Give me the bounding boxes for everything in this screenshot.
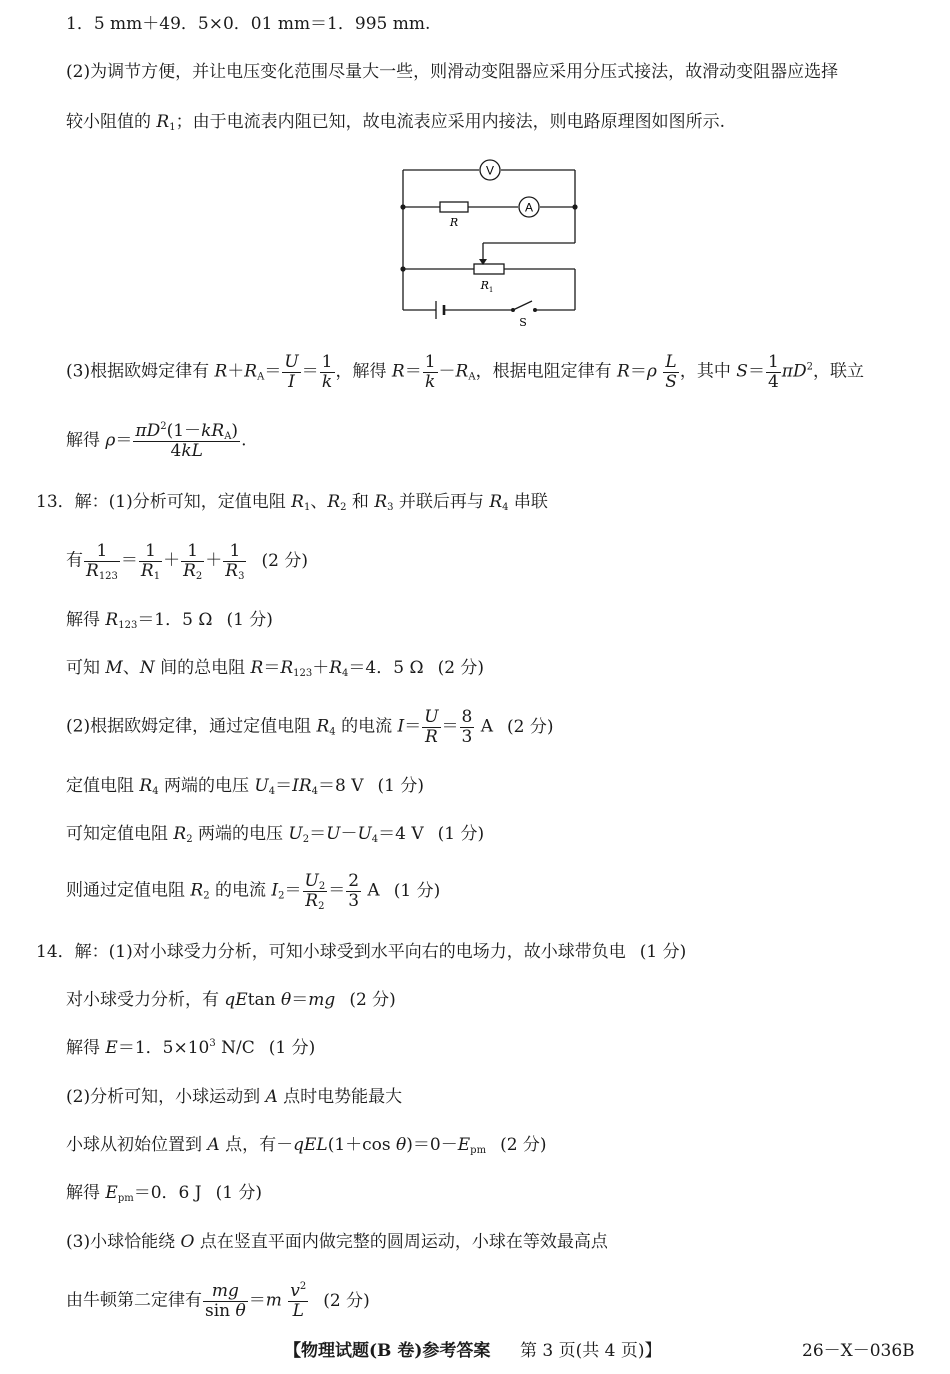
text-line: 对小球受力分析，有 qEtan θ＝mg (2 分) [66, 990, 396, 1010]
text-line: 则通过定值电阻 $R_2$ 的电流 $I_2=$ $\frac{U_2}{R_2}$ ＝ $\frac{2}{3}$ A (1 分) [66, 871, 441, 912]
ammeter-icon [519, 197, 539, 217]
text-line: 1．5 mm＋49．5×0．01 mm＝1．995 mm. [66, 14, 431, 34]
text-line: 解得 ρ＝ $\frac{\pi D^2(1-kR_A)}{4kL}$ . [66, 421, 247, 461]
text-line: (2)为调节方便，并让电压变化范围尽量大一些，则滑动变阻器应采用分压式接法，故滑动变阻器应选择 [66, 62, 839, 82]
text-line: (2)根据欧姆定律，通过定值电阻 $R_4$ 的电流 I＝ $\frac{U}{R}$ ＝ $\frac{8}{3}$ A (2 分) [66, 707, 554, 747]
voltmeter-icon [480, 160, 500, 180]
svg-text:V: V [485, 163, 495, 178]
text-line: 定值电阻 $R_4$ 两端的电压 $U_4=IR_4=8$ V (1 分) [66, 776, 424, 797]
resistor-label: R [449, 216, 459, 229]
text-line: 解得 $R_{123}=1$．5 Ω (1 分) [66, 610, 273, 631]
circuit-diagram [395, 155, 585, 335]
text-line: 解得 $E_{pm}=0$．6 J (1 分) [66, 1183, 263, 1204]
svg-text:A: A [524, 200, 534, 215]
text-line: (3)小球恰能绕 O 点在竖直平面内做完整的圆周运动，小球在等效最高点 [66, 1232, 608, 1252]
text-line: 13．解：(1)分析可知，定值电阻 $R_1$、$R_2$ 和 $R_3$ 并联后再与 $R_4$ 串联 [36, 492, 548, 513]
text-line: 较小阻值的 $R_1$；由于电流表内阻已知，故电流表应采用内接法，则电路原理图如图所示. [66, 112, 725, 133]
footer-title: 【物理试题(B 卷)参考答案 [284, 1341, 491, 1361]
text-line: 14．解：(1)对小球受力分析，可知小球受到水平向右的电场力，故小球带负电 (1 分) [36, 942, 687, 962]
rheostat-label: $R_1$ [480, 279, 494, 294]
text-line: 有 $\frac{1}{R_{123}}$ ＝ $\frac{1}{R_1}$ ＋ $\frac{1}{R_2}$ ＋ $\frac{1}{R_3}$ (2 分) [66, 541, 308, 582]
text-line: (2)分析可知，小球运动到 A 点时电势能最大 [66, 1087, 403, 1107]
text-line: 由牛顿第二定律有 $\frac{mg}{\text{sin θ}}$ ＝m $\frac{v^2}{L}$ (2 分) [66, 1281, 370, 1321]
text-line: 小球从初始位置到 A 点，有－qEL(1＋cos $\theta)=0-E_{pm}$ (2 分) [66, 1135, 547, 1156]
text-line: 可知定值电阻 $R_2$ 两端的电压 $U_2=U-U_4=4$ V (1 分) [66, 824, 485, 845]
footer-code: 26－X－036B [802, 1341, 915, 1361]
footer-page-number: 第 3 页(共 4 页)】 [520, 1341, 662, 1361]
text-line: (3)根据欧姆定律有 $R+R_A=$ $\frac{U}{I}$ ＝ $\frac{1}{k}$ ，解得 R＝ $\frac{1}{k}$ $-R_A$，根据电阻定律有 R＝ρ $\frac{L}{S}$ ，其中 S＝ $\frac{1}{4}$ $\pi D^2$，联立 [66, 352, 864, 392]
text-line: 可知 M、N 间的总电阻 $R=R_{123}+R_4=4$．5 Ω (2 分) [66, 658, 485, 679]
text-line: 解得 E＝1．$5\times 10^3$ N/C (1 分) [66, 1038, 316, 1058]
switch-label: S [519, 316, 527, 329]
